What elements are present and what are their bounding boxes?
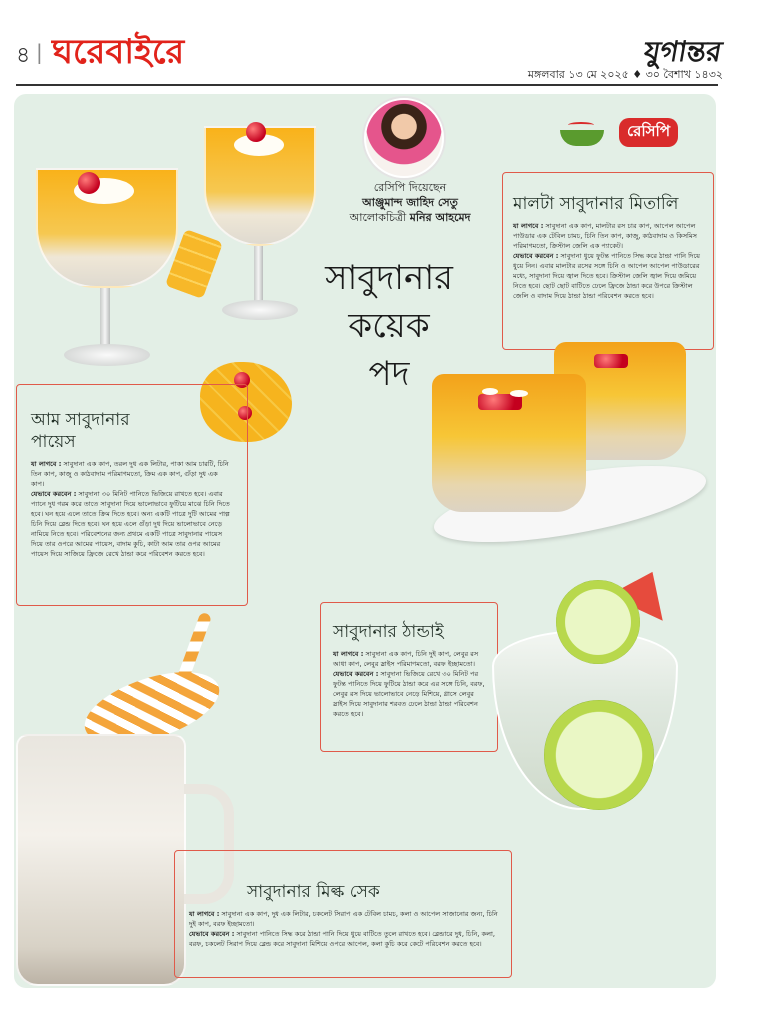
recipe-title [31, 409, 233, 453]
ingredients-label: যা লাগবে : [189, 910, 220, 918]
method-label: যেভাবে করবেন : [513, 252, 559, 260]
recipe-bowl-icon [560, 122, 604, 146]
lime-cocktail-glass [484, 550, 704, 986]
recipe-title-line1: আম সাবুদানার [31, 410, 130, 430]
method-text: সাবুদানা ধুয়ে ফুটন্ত পানিতে সিদ্ধ করে ঠান্ডা পানি দিয়ে ধুয়ে নিন। এবার মালটার রসের সঙ্গে চিনি ও আপেল আপেল পাউডারের মধ্যে, সাবুদানা দিয়ে জ্বাল দিতে হবে। ক্রিস্টাল জেলি জ্বাল দিয়ে জমিয়ে নিতে হবে। ছোট ছোট বাটিতে ঢেলে ফ্রিজে ঠান্ডা করে উপরে ক্রিস্টাল জেলি ও বাদাম দিয়ে ঠান্ডা ঠান্ডা পরিবেশন করতে হবে। [513, 252, 701, 300]
feature-title-line3: পদ [368, 354, 410, 394]
method-label: যেভাবে করবেন : [333, 670, 379, 678]
recipe-body [189, 909, 501, 949]
method-label: যেভাবে করবেন : [189, 930, 235, 938]
mango-dessert-glass-right [200, 106, 322, 324]
feature-panel [14, 94, 716, 988]
milkshake-mason-jar [16, 734, 186, 986]
mango-dessert-glass-left [32, 128, 182, 368]
ingredients-text: সাবুদানা এক কাপ, তরল দুধ এক লিটার, পাকা আম চারটি, চিনি তিন কাপ, কাজু ও কাঠবাদাম পরিমাণমতো, ক্রিম এক কাপ, গুঁড়া দুধ এক কাপ। [31, 460, 229, 488]
credit-label: রেসিপি দিয়েছেন [373, 181, 447, 194]
chef-portrait [364, 98, 444, 178]
ingredients-label: যা লাগবে : [333, 650, 364, 658]
recipe-body [31, 459, 233, 559]
newspaper-logo: যুগান্তর [641, 35, 725, 68]
recipe-title: সাবুদানার ঠান্ডাই [333, 622, 444, 642]
dateline: মঙ্গলবার ১৩ মে ২০২৫ ♦ ৩০ বৈশাখ ১৪৩২ [527, 68, 723, 81]
photographer-name: মনির আহমেদ [409, 211, 471, 224]
recipe-credits [330, 180, 490, 225]
recipe-box-malta [502, 172, 714, 350]
header-rule [16, 84, 718, 86]
ingredients-text: সাবুদানা এক কাপ, দুধ এক লিটার, চকলেট সিরাপ এক টেবিল চামচ, কলা ও আপেল সাজানোর জন্য, চিনি দুই কাপ, বরফ ইচ্ছামতো। [189, 910, 498, 928]
recipe-box-milkshake [174, 850, 512, 978]
recipe-box-thandai [320, 602, 498, 752]
recipe-box-mango-payesh [16, 384, 248, 606]
page-number: ৪ [16, 43, 31, 68]
feature-title-line2: কয়েক [348, 306, 430, 346]
ingredients-label: যা লাগবে : [31, 460, 62, 468]
recipe-title: সাবুদানার মিল্ক সেক [247, 882, 380, 902]
recipe-body [513, 221, 703, 301]
recipe-body [333, 649, 487, 719]
method-text: সাবুদানা ৩০ মিনিট পানিতে ভিজিয়ে রাখতে হবে। এবার প্যানে দুধ গরম করে তাতে সাবুদানা দিয়ে ভালোভাবে ফুটিয়ে মাঝে চিনি দিতে হবে। ঘন হয়ে এলে তাতে ক্রিম দিতে হবে। অন্য একটি পাত্রে দুটি আমের পাল্প চিনি দিয়ে ব্লেন্ড দিতে হবে। ঘন হয়ে এলে গুঁড়া দুধ দিয়ে ভালোভাবে নেড়ে নামিয়ে নিতে হবে। পরিবেশনের জন্য প্রথমে একটি পাত্রে সাবুদানার পায়েস দিয়ে তার ওপরে আমের পায়েস, বাদাম কুচি, কাটা আম তার ওপর আমের পায়েস দিয়ে সাজিয়ে ফ্রিজে রেখে ঠান্ডা করে পরিবেশন করতে হবে। [31, 490, 230, 558]
method-label: যেভাবে করবেন : [31, 490, 77, 498]
feature-title-line1: সাবুদানার [325, 258, 453, 298]
chef-name: আঞ্জুমান্দ জাহিদ সেতু [362, 196, 458, 209]
malta-pudding-cups [426, 338, 716, 554]
method-text: সাবুদানা পানিতে সিদ্ধ করে ঠান্ডা পানি দিয়ে ধুয়ে বাটিতে তুলে রাখতে হবে। ব্লেন্ডারে দুধ, চিনি, কলা, বরফ, চকলেট সিরাপ দিয়ে ব্লেন্ড করে সাবুদানা মিশিয়ে ওপরে আপেল, কলা কুচি করে কেটে পরিবেশন করতে হবে। [189, 930, 496, 948]
method-text: সাবুদানা ভিজিয়ে রেখে ৩০ মিনিট পর ফুটন্ত পানিতে দিয়ে ফুটিয়ে ঠান্ডা করে এর সঙ্গে চিনি, বরফ, লেবুর রস দিয়ে ভালোভাবে নেড়ে মিশিয়ে, গ্লাসে লেবুর স্লাইস দিয়ে সাবুদানার শরবত ঢেলে ঠান্ডা ঠান্ডা পরিবেশন করতে হবে। [333, 670, 485, 718]
section-logo: ঘরেবাইরে [52, 32, 185, 72]
page-separator: | [36, 40, 43, 64]
recipe-logo: রেসিপি [619, 118, 678, 147]
recipe-title: মালটা সাবুদানার মিতালি [513, 194, 679, 214]
recipe-title-line2: পায়েস [31, 432, 76, 452]
masthead [0, 0, 759, 92]
ingredients-label: যা লাগবে : [513, 222, 544, 230]
photo-credit-label: আলোকচিত্রী [349, 211, 407, 224]
ingredients-text: সাবুদানা এক কাপ, মালটার রস চার কাপ, আপেল আপেল পাউডার এক টেবিল চামচ, চিনি তিন কাপ, কাজু, কাঠবাদাম ও কিসমিস পরিমাণমতো, ক্রিস্টাল জেলি এক প্যাকেট। [513, 222, 697, 250]
ingredients-text: সাবুদানা এক কাপ, চিনি দুই কাপ, লেবুর রস আধা কাপ, লেবুর স্লাইস পরিমাণমতো, বরফ ইচ্ছামতো। [333, 650, 479, 668]
